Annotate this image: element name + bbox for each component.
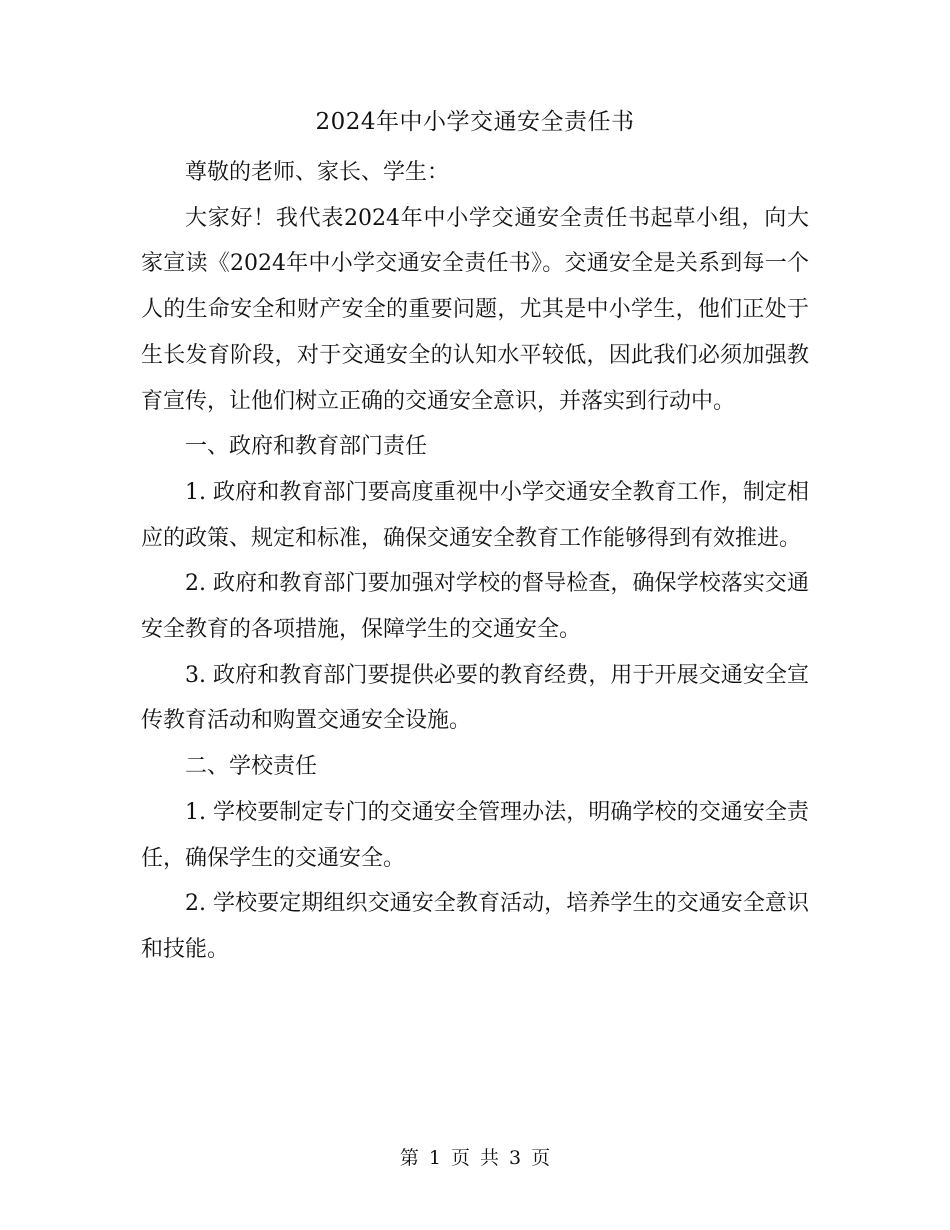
- government-item-2: 2. 政府和教育部门要加强对学校的督导检查，确保学校落实交通安全教育的各项措施，保障学生的交通安全。: [141, 571, 809, 643]
- section-heading-government: 一、政府和教育部门责任: [185, 434, 428, 460]
- salutation: 尊敬的老师、家长、学生：: [185, 160, 450, 185]
- document-body: [141, 150, 809, 973]
- page-footer: 第 1 页 共 3 页: [399, 1147, 551, 1169]
- government-item-1: 1. 政府和教育部门要高度重视中小学交通安全教育工作，制定相应的政策、规定和标准，确保交通安全教育工作能够得到有效推进。: [141, 479, 809, 551]
- government-item-3: 3. 政府和教育部门要提供必要的教育经费，用于开展交通安全宣传教育活动和购置交通安全设施。: [141, 662, 809, 734]
- school-item-1: 1. 学校要制定专门的交通安全管理办法，明确学校的交通安全责任，确保学生的交通安全。: [141, 799, 809, 871]
- intro-paragraph: 大家好！我代表2024年中小学交通安全责任书起草小组，向大家宣读《2024年中小学交通安全责任书》。交通安全是关系到每一个人的生命安全和财产安全的重要问题，尤其是中小学生，他们正处于生长发育阶段，对于交通安全的认知水平较低，因此我们必须加强教育宣传，让他们树立正确的交通安全意识，并落实到行动中。: [141, 205, 809, 414]
- section-heading-school: 二、学校责任: [185, 754, 318, 780]
- school-item-2: 2. 学校要定期组织交通安全教育活动，培养学生的交通安全意识和技能。: [141, 891, 809, 962]
- document-title: 2024年中小学交通安全责任书: [315, 109, 635, 135]
